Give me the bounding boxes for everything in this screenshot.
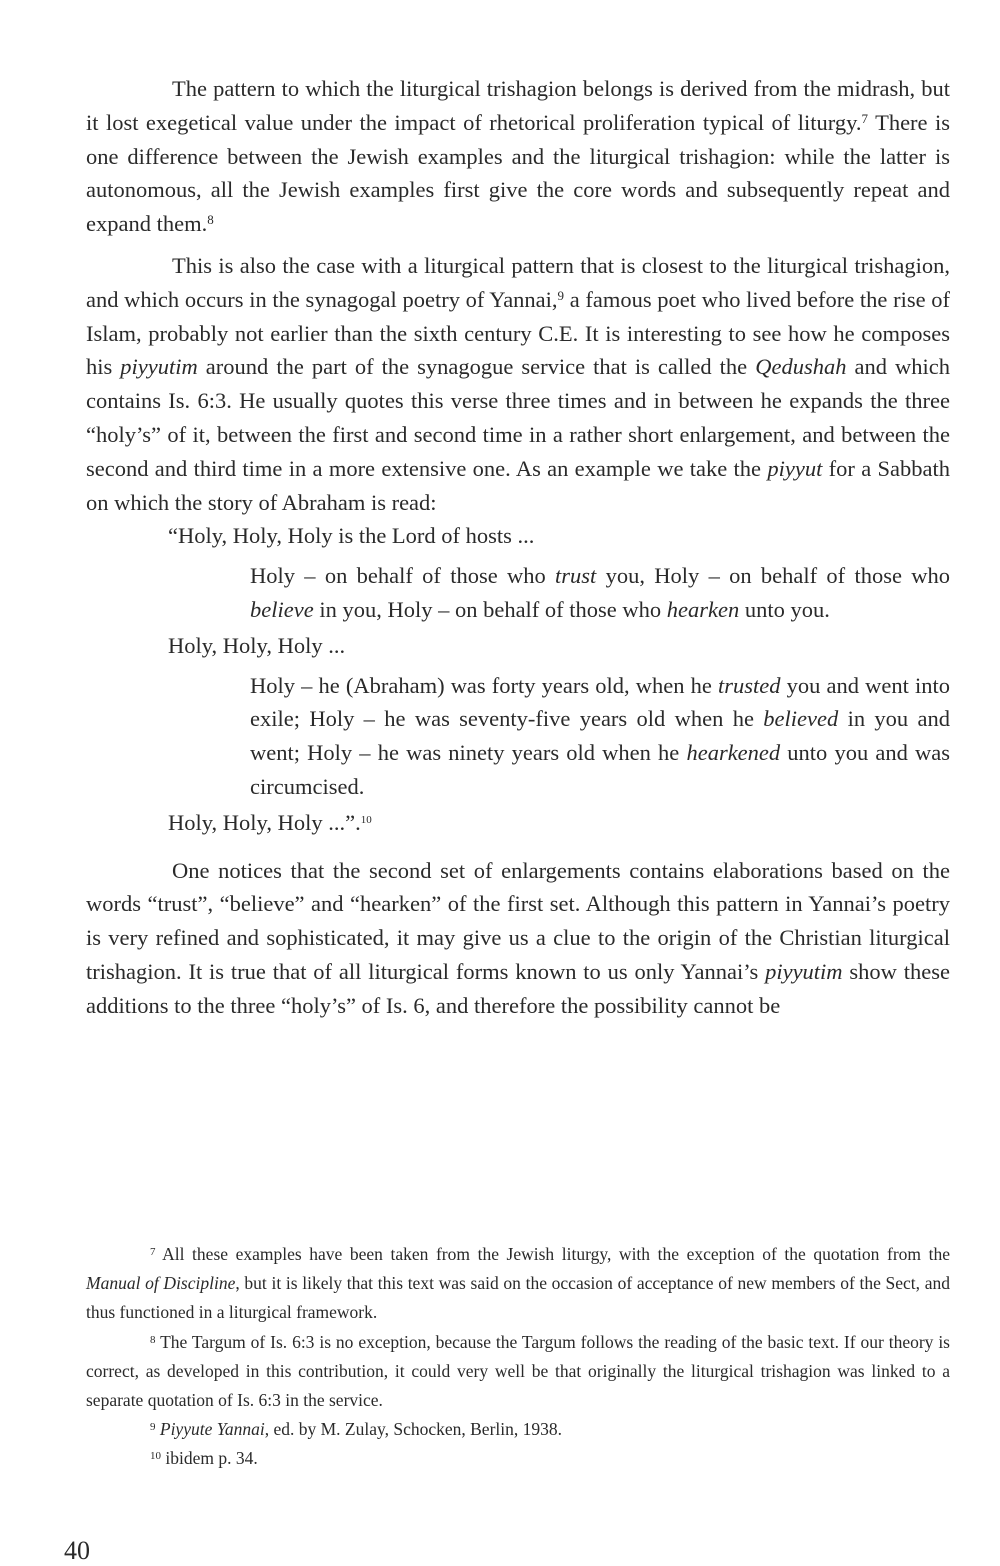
footnote-ref-9: 9 <box>557 287 565 303</box>
paragraph-2-text-e: for a Sabbath on which the story of Abraham is read: <box>86 455 950 515</box>
enl1-word-trust: trust <box>555 563 597 589</box>
body-text <box>86 72 950 1023</box>
enl1-text-a: Holy – on behalf of those who <box>250 563 556 589</box>
paragraph-2 <box>86 249 950 519</box>
paragraph-2-text-b: a famous poet who lived before the rise of Islam, probably not earlier than the sixth century C.E. It is interesting to see how he composes his <box>86 286 950 380</box>
paragraph-3-text-a: One notices that the second set of enlargements contains elaborations based on the words “trust”, “believe” and “hearken” of the first set. Although this pattern in Yannai’s poetry is very refined and sophisticated, it may give us a clue to the origin of the Christian liturgical trishagion. It is true that of all liturgical forms known to us only Yannai’s <box>86 857 950 984</box>
page-number: 40 <box>64 1536 90 1565</box>
paragraph-3-text-b: show these additions to the three “holy’s” of Is. 6, and therefore the possibility cannot be <box>86 958 950 1018</box>
paragraph-2-text-d: and which contains Is. 6:3. He usually quotes this verse three times and in between he expands the three “holy’s” of it, between the first and second time in a rather short enlargement, and between the second and third time in a more extensive one. As an example we take the <box>86 354 950 481</box>
paragraph-2-text-a: This is also the case with a liturgical pattern that is closest to the liturgical trishagion, and which occurs in the synagogal poetry of Yannai, <box>86 252 950 312</box>
enl1-word-hearken: hearken <box>666 596 740 622</box>
footnote-ref-10: 10 <box>360 813 372 826</box>
footnote-8-text: The Targum of Is. 6:3 is no exception, because the Targum follows the reading of the basic text. If our theory is correct, as developed in this contribution, it could very well be that originally the liturgical trishagion was linked to a separate quotation of Is. 6:3 in the service. <box>86 1331 950 1411</box>
footnote-9 <box>86 1415 950 1444</box>
footnote-7 <box>86 1240 950 1328</box>
enl2-text-d: unto you and was circumcised. <box>250 740 951 799</box>
footnote-10 <box>86 1444 950 1473</box>
footnote-ref-8: 8 <box>207 212 214 228</box>
enl2-text-b: you and went into exile; Holy – he was seventy-five years old when he <box>250 672 950 732</box>
paragraph-2-text-c: around the part of the synagogue service that is called the <box>197 354 756 380</box>
quote-line-1-text: “Holy, Holy, Holy is the Lord of hosts ... <box>168 523 535 549</box>
enl2-text-c: in you and went; Holy – he was ninety years old when he <box>250 706 950 766</box>
term-piyyutim: piyyutim <box>120 354 198 380</box>
footnote-8 <box>86 1328 950 1416</box>
enl2-text-a: Holy – he (Abraham) was forty years old, when he <box>250 672 718 698</box>
enl2-word-hearkened: hearkened <box>686 740 781 766</box>
enl1-text-c: in you, Holy – on behalf of those who <box>313 596 667 622</box>
enl1-text-d: unto you. <box>739 596 830 622</box>
quote-enlargement-2 <box>86 669 950 804</box>
footnote-8-number: 8 <box>150 1333 156 1346</box>
footnote-9-number: 9 <box>150 1421 156 1434</box>
footnote-9-title: Piyyute Yannai <box>159 1419 265 1440</box>
quote-enlargement-1 <box>86 559 950 627</box>
footnotes <box>86 1240 950 1474</box>
paragraph-1-text-b: There is one difference between the Jewish examples and the liturgical trishagion: while the latter is autonomous, all the Jewish examples first give the core words and subsequently repeat and expand them. <box>86 109 950 237</box>
footnote-ref-7: 7 <box>861 110 869 126</box>
footnote-7-number: 7 <box>150 1246 156 1258</box>
footnote-7-text-a: All these examples have been taken from the Jewish liturgy, with the exception of the quotation from the <box>155 1244 950 1264</box>
footnote-9-text: , ed. by M. Zulay, Schocken, Berlin, 1938. <box>264 1419 563 1440</box>
paragraph-1 <box>86 72 950 241</box>
quote-line-3 <box>86 806 950 840</box>
enl2-word-believed: believed <box>763 706 839 732</box>
enl1-word-believe: believe <box>250 596 314 622</box>
term-qedushah: Qedushah <box>755 354 847 380</box>
footnote-7-title: Manual of Discipline <box>86 1273 236 1294</box>
quote-line-1 <box>86 519 950 553</box>
paragraph-1-text-a: The pattern to which the liturgical trishagion belongs is derived from the midrash, but it lost exegetical value under the impact of rhetorical proliferation typical of liturgy. <box>86 76 950 135</box>
enl2-word-trusted: trusted <box>718 672 781 698</box>
footnote-7-text-b: , but it is likely that this text was said on the occasion of acceptance of new members of the Sect, and thus functioned in a liturgical framework. <box>86 1273 950 1323</box>
quote-line-2-text: Holy, Holy, Holy ... <box>168 632 346 658</box>
quote-line-2 <box>86 629 950 663</box>
term-piyyutim-2: piyyutim <box>765 958 843 984</box>
quote-line-3-text: Holy, Holy, Holy ...”. <box>168 809 361 835</box>
footnote-10-number: 10 <box>150 1450 161 1463</box>
term-piyyut: piyyut <box>767 455 823 481</box>
footnote-10-text: ibidem p. 34. <box>161 1448 258 1469</box>
enl1-text-b: you, Holy – on behalf of those who <box>596 563 950 589</box>
paragraph-3 <box>86 854 950 1023</box>
